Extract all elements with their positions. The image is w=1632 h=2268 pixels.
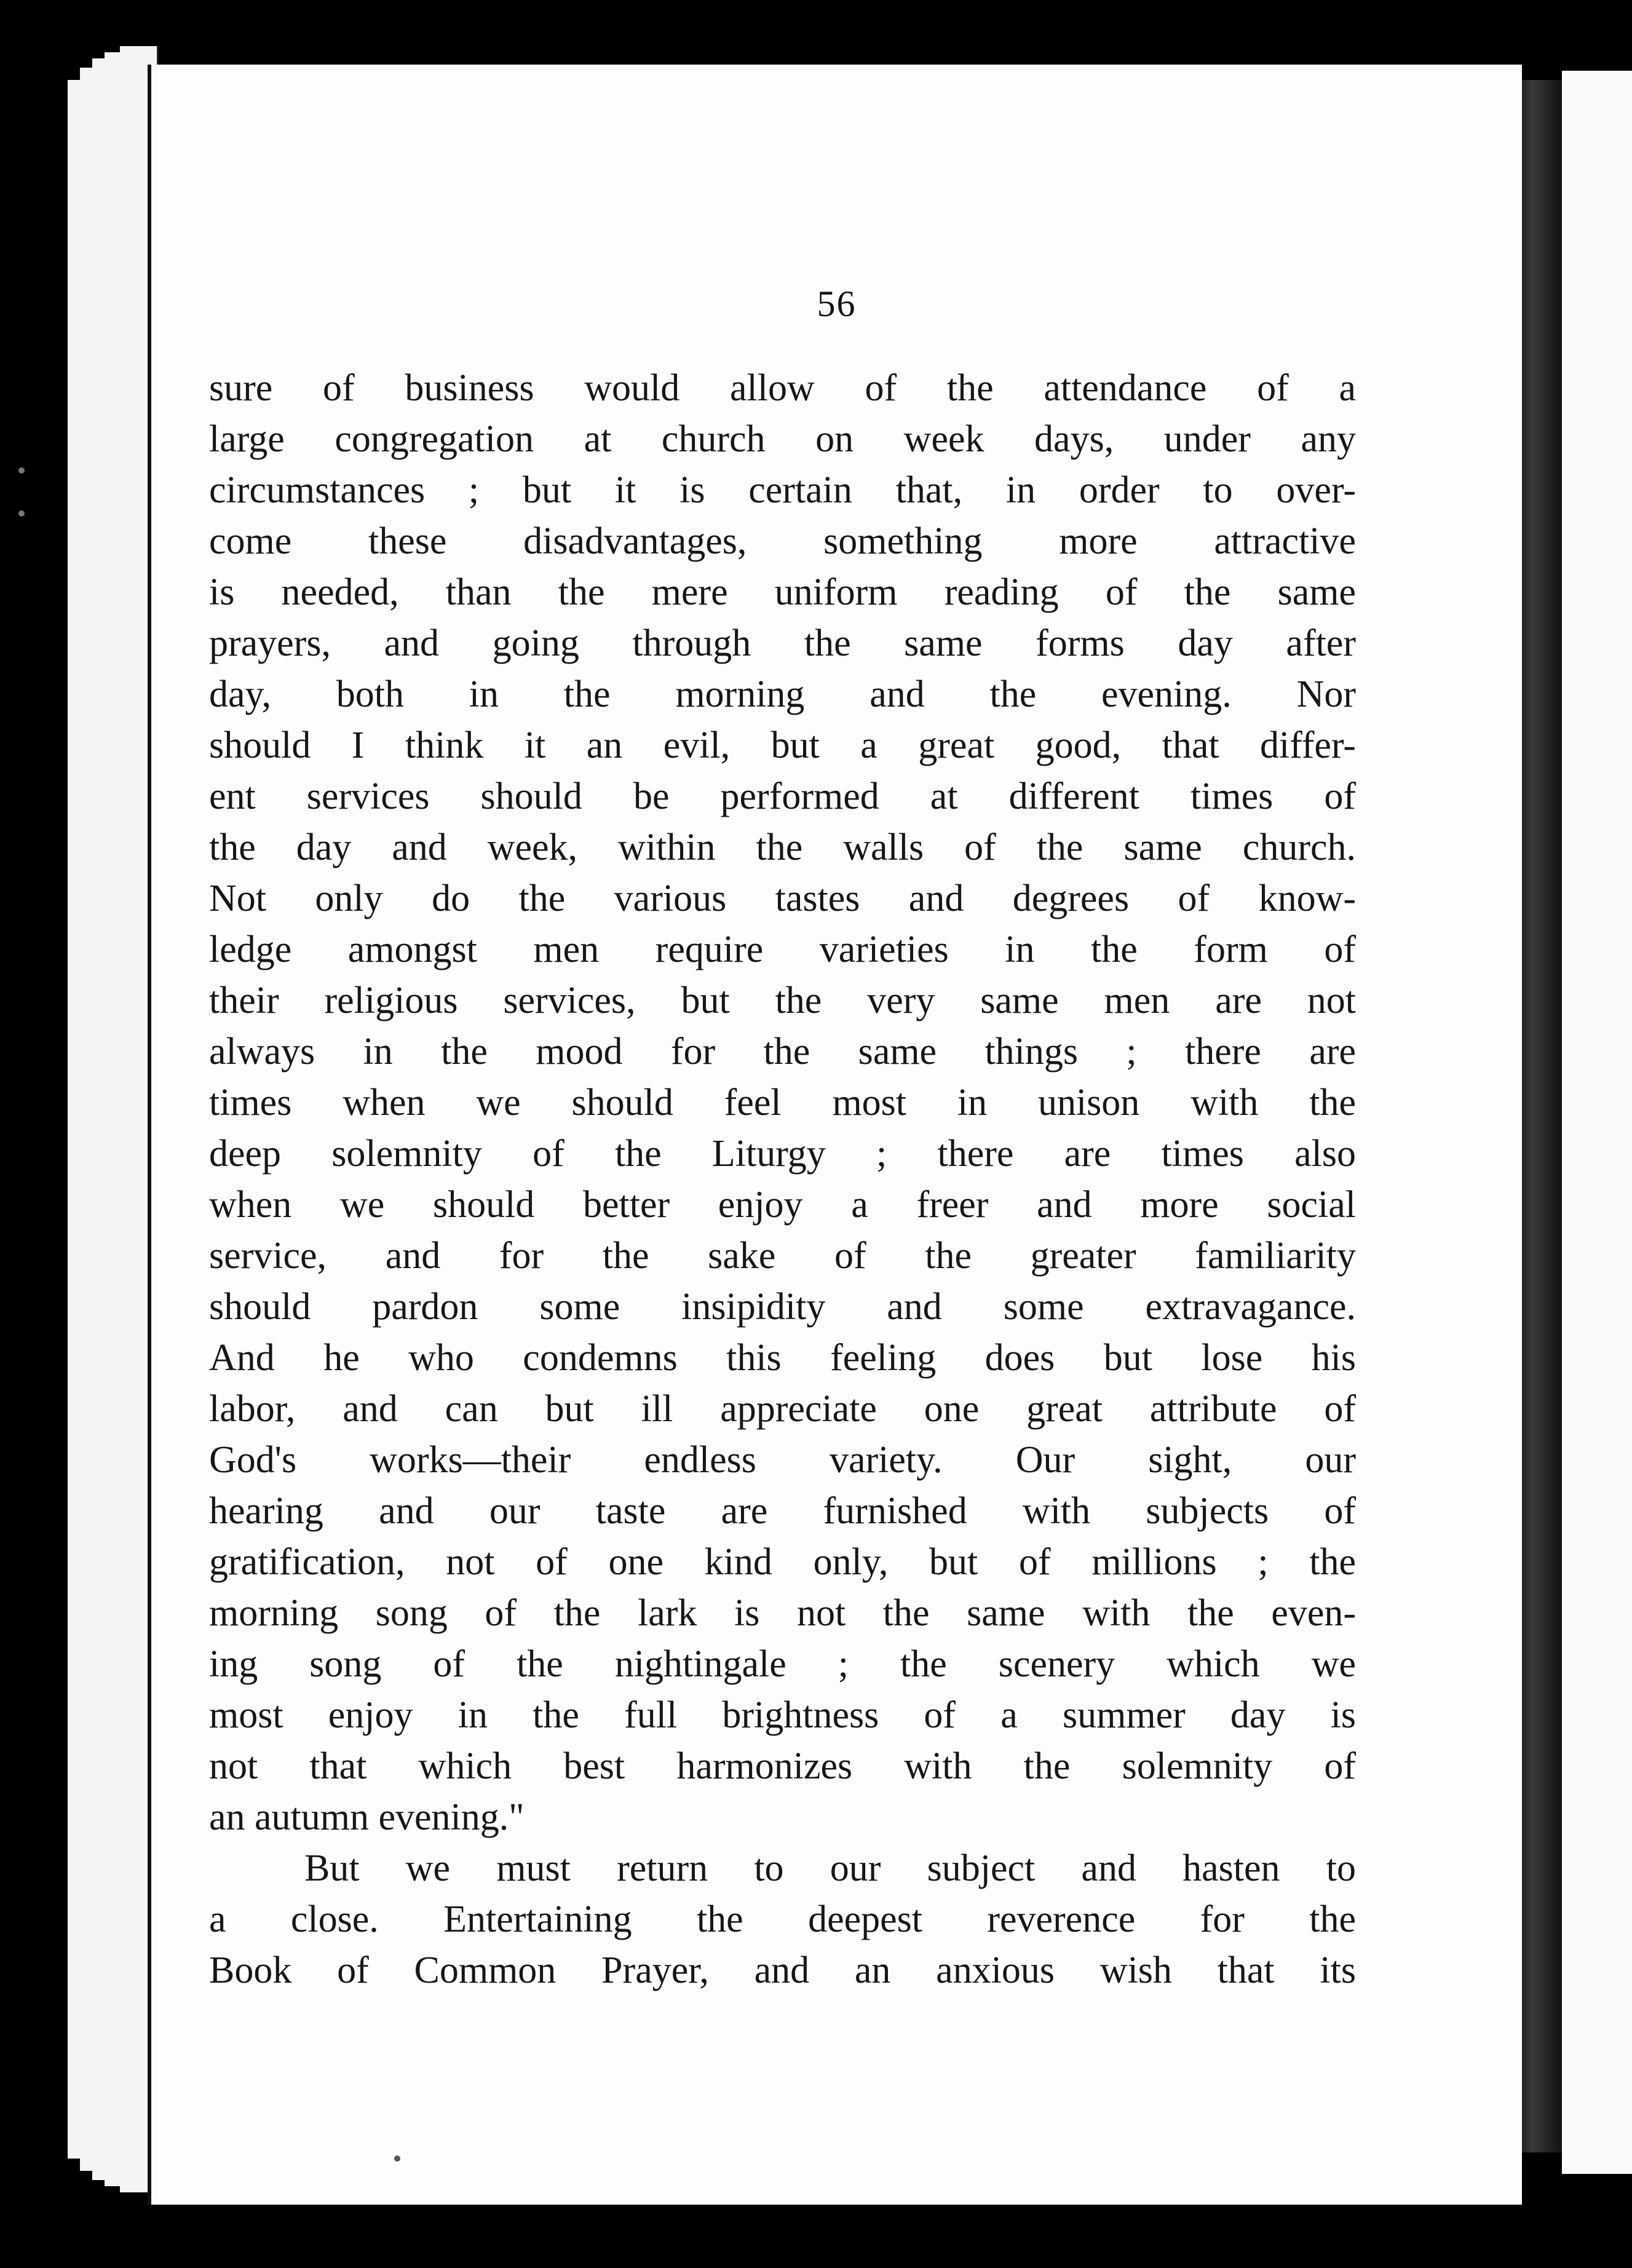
text-line: circumstances ; but it is certain that, in order to over- [209,469,1356,511]
text-line: the day and week, within the walls of the same church. [209,827,1356,868]
text-line: But we must return to our subject and hasten to [304,1847,1356,1889]
text-line: should I think it an evil, but a great good, that differ- [209,724,1356,766]
text-line: times when we should feel most in unison with the [209,1082,1356,1124]
text-line: sure of business would allow of the attendance of a [209,367,1356,409]
text-line: come these disadvantages, something more attractive [209,520,1356,562]
text-line: God's works—their endless variety. Our sight, our [209,1439,1356,1481]
text-line: gratification, not of one kind only, but of millions ; the [209,1541,1356,1583]
text-line: And he who condemns this feeling does but lose his [209,1337,1356,1379]
text-line: hearing and our taste are furnished with subjects of [209,1490,1356,1532]
page-number: 56 [817,284,857,324]
body-text [209,363,1356,1996]
text-line: when we should better enjoy a freer and more social [209,1184,1356,1226]
text-line: ent services should be performed at different times of [209,775,1356,817]
text-line: their religious services, but the very same men are not [209,980,1356,1021]
text-line: not that which best harmonizes with the solemnity of [209,1745,1356,1787]
text-line: day, both in the morning and the evening. Nor [209,673,1356,715]
text-line: most enjoy in the full brightness of a summer day is [209,1694,1356,1736]
text-line: prayers, and going through the same forms day after [209,622,1356,664]
text-line: service, and for the sake of the greater familiarity [209,1235,1356,1277]
text-line: is needed, than the mere uniform reading of the same [209,571,1356,613]
text-line: morning song of the lark is not the same with the even- [209,1592,1356,1634]
facing-page [1562,71,1632,2174]
text-line: labor, and can but ill appreciate one great attribute of [209,1388,1356,1430]
margin-speck [18,467,25,474]
text-line: deep solemnity of the Liturgy ; there are times also [209,1133,1356,1175]
text-line: an autumn evening." [209,1796,525,1838]
text-line: Not only do the various tastes and degrees of know- [209,878,1356,919]
text-line: always in the mood for the same things ; there are [209,1031,1356,1073]
margin-speck [18,510,25,517]
text-line: should pardon some insipidity and some extravagance. [209,1286,1356,1328]
text-line: ledge amongst men require varieties in the form of [209,929,1356,970]
ink-speck [394,2155,400,2162]
text-line: a close. Entertaining the deepest reverence for the [209,1898,1356,1940]
text-line: ing song of the nightingale ; the scenery which we [209,1643,1356,1685]
text-line: Book of Common Prayer, and an anxious wish that its [209,1949,1356,1991]
text-line: large congregation at church on week days, under any [209,418,1356,460]
